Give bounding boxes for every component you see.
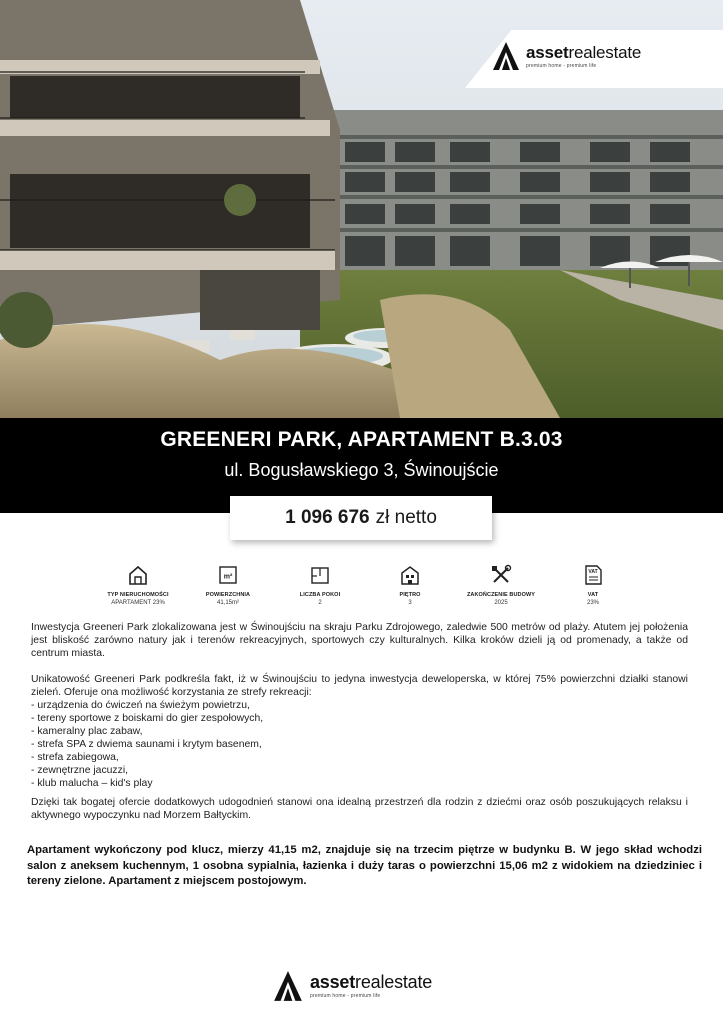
property-address: ul. Bogusławskiego 3, Świnoujście bbox=[224, 460, 499, 480]
brand-logo-footer bbox=[272, 970, 432, 1002]
area-icon bbox=[217, 564, 239, 586]
tools-icon bbox=[490, 564, 512, 586]
amenity-item: - strefa zabiegowa, bbox=[31, 752, 119, 763]
stat-value: 41,15m² bbox=[216, 600, 239, 606]
building-floor-icon bbox=[399, 564, 421, 586]
stat-label: LICZBA POKOI bbox=[299, 592, 341, 598]
amenity-item: - klub malucha – kid's play bbox=[31, 778, 153, 789]
stat-value: 3 bbox=[408, 600, 412, 606]
stat-label: VAT bbox=[587, 592, 599, 598]
brand-logo-top bbox=[492, 41, 641, 71]
stat-value: 23% bbox=[586, 600, 599, 606]
brand-tagline: premium home - premium life bbox=[526, 62, 597, 69]
stat-label: ZAKOŃCZENIE BUDOWY bbox=[466, 592, 536, 598]
stat-value: APARTAMENT 23% bbox=[111, 600, 165, 606]
price-suffix: zł netto bbox=[375, 507, 437, 528]
stat-rooms bbox=[275, 564, 365, 606]
description-amenities bbox=[31, 673, 688, 790]
area-icon-text: m² bbox=[223, 573, 233, 581]
description-paragraph-1: Inwestycja Greeneri Park zlokalizowana jest w Świnoujściu na skraju Parku Zdrojowego, zaledwie 500 metrów od plaży. Atutem jej położenia jest bliskość zarówno natury jak i terenów rekreacyjnych, sportowych czy kulturalnych. Kilka kroków dzieli ją od promenady, a także od centrum miasta. bbox=[31, 622, 688, 659]
description-paragraph-3: Dzięki tak bogatej ofercie dodatkowych udogodnień stanowi ona idealną przestrzeń dla rodzin z dziećmi oraz osób poszukujących relaksu i aktywnego wypoczynku nad Morzem Bałtyckim. bbox=[31, 797, 688, 821]
property-stats bbox=[96, 564, 632, 612]
rooms-icon bbox=[309, 564, 331, 586]
price-box bbox=[230, 496, 492, 540]
amenity-item: - kameralny plac zabaw, bbox=[31, 726, 143, 737]
stat-vat bbox=[548, 564, 638, 606]
brand-name-rest: realestate bbox=[355, 972, 433, 992]
brand-name-bold: asset bbox=[526, 42, 569, 62]
amenity-item: - zewnętrzne jacuzzi, bbox=[31, 765, 129, 776]
apartment-summary: Apartament wykończony pod klucz, mierzy 41,15 m2, znajduje się na trzecim piętrze w budynku B. W jego skład wchodzi salon z aneksem kuchennym, 1 osobna sypialnia, łazienka i duży taras o powierzchni 15,06 m2 z widokiem na dziedziniec i tereny zielone. Apartament z miejscem postojowym. bbox=[27, 844, 702, 887]
amenity-item: - tereny sportowe z boiskami do gier zespołowych, bbox=[31, 713, 264, 724]
stat-value: 2 bbox=[318, 600, 322, 606]
brand-name-bold: asset bbox=[310, 972, 356, 992]
stat-area bbox=[183, 564, 273, 606]
stat-property-type bbox=[93, 564, 183, 606]
stat-label: PIĘTRO bbox=[399, 592, 421, 598]
stat-label: POWIERZCHNIA bbox=[205, 592, 251, 598]
price-amount: 1 096 676 bbox=[285, 507, 370, 528]
description-intro bbox=[31, 621, 688, 660]
asset-logo-icon bbox=[492, 41, 520, 71]
house-icon bbox=[127, 564, 149, 586]
stat-completion bbox=[456, 564, 546, 606]
vat-document-icon bbox=[582, 564, 604, 586]
page-title: GREENERI PARK, APARTAMENT B.3.03 bbox=[160, 428, 563, 451]
amenity-item: - urządzenia do ćwiczeń na świeżym powietrzu, bbox=[31, 700, 250, 711]
stat-floor bbox=[365, 564, 455, 606]
asset-logo-icon bbox=[272, 970, 304, 1002]
brand-tagline: premium home - premium life bbox=[310, 993, 381, 999]
hero-image bbox=[0, 0, 723, 418]
stat-label: TYP NIERUCHOMOŚCI bbox=[107, 592, 169, 598]
brand-name-rest: realestate bbox=[568, 42, 642, 62]
description-paragraph-2: Unikatowość Greeneri Park podkreśla fakt, iż w Świnoujściu to jedyna inwestycja deweloperska, w której 75% powierzchni działki stanowi zieleń. Oferuje ona możliwość korzystania ze strefy rekreacji: bbox=[31, 674, 688, 698]
vat-icon-text: VAT bbox=[588, 569, 598, 575]
amenity-item: - strefa SPA z dwiema saunami i krytym basenem, bbox=[31, 739, 262, 750]
stat-value: 2025 bbox=[494, 600, 508, 606]
description-closing bbox=[31, 796, 688, 822]
